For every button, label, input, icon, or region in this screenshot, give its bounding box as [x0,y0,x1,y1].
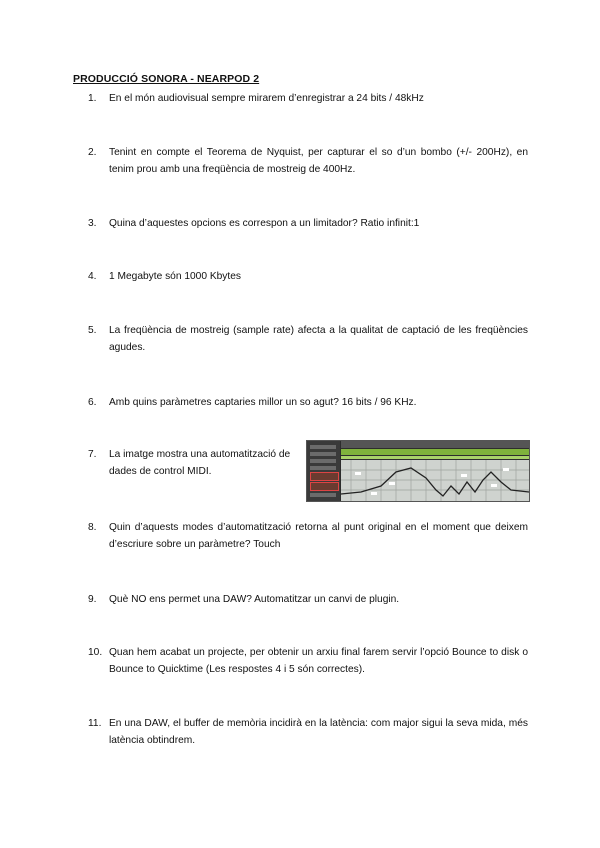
list-item: 1. En el món audiovisual sempre mirarem d’enregistrar a 24 bits / 48kHz [88,93,424,104]
list-item: 11. En una DAW, el buffer de memòria incidirà en la latència: com major sigui la seva mida, més latència obtindrem. [88,718,528,746]
list-item: 2. Tenint en compte el Teorema de Nyquist, per capturar el so d’un bombo (+/- 200Hz), en tenim prou amb una freqüència de mostreig de 400Hz. [88,147,528,175]
list-item: 5. La freqüència de mostreig (sample rate) afecta a la qualitat de captació de les freqüències agudes. [88,325,528,353]
document-title: PRODUCCIÓ SONORA - NEARPOD 2 [73,73,260,85]
list-item: 10. Quan hem acabat un projecte, per obtenir un arxiu final farem servir l’opció Bounce to disk o Bounce to Quicktime (Les respostes 4 i 5 són correctes). [88,647,528,675]
list-item: 3. Quina d’aquestes opcions es correspon a un limitador? Ratio infinit:1 [88,218,420,229]
list-item: 8. Quin d’aquests modes d’automatització retorna al punt original en el moment que deixem d’escriure sobre un paràmetre? Touch [88,522,528,550]
list-item: 7. La imatge mostra una automatització de dades de control MIDI. [88,449,291,477]
list-item: 4. 1 Megabyte són 1000 Kbytes [88,271,241,282]
list-item: 6. Amb quins paràmetres captaries millor un so agut? 16 bits / 96 KHz. [88,397,417,408]
list-item: 9. Què NO ens permet una DAW? Automatitzar un canvi de plugin. [88,594,400,605]
daw-automation-screenshot-icon [306,440,530,502]
